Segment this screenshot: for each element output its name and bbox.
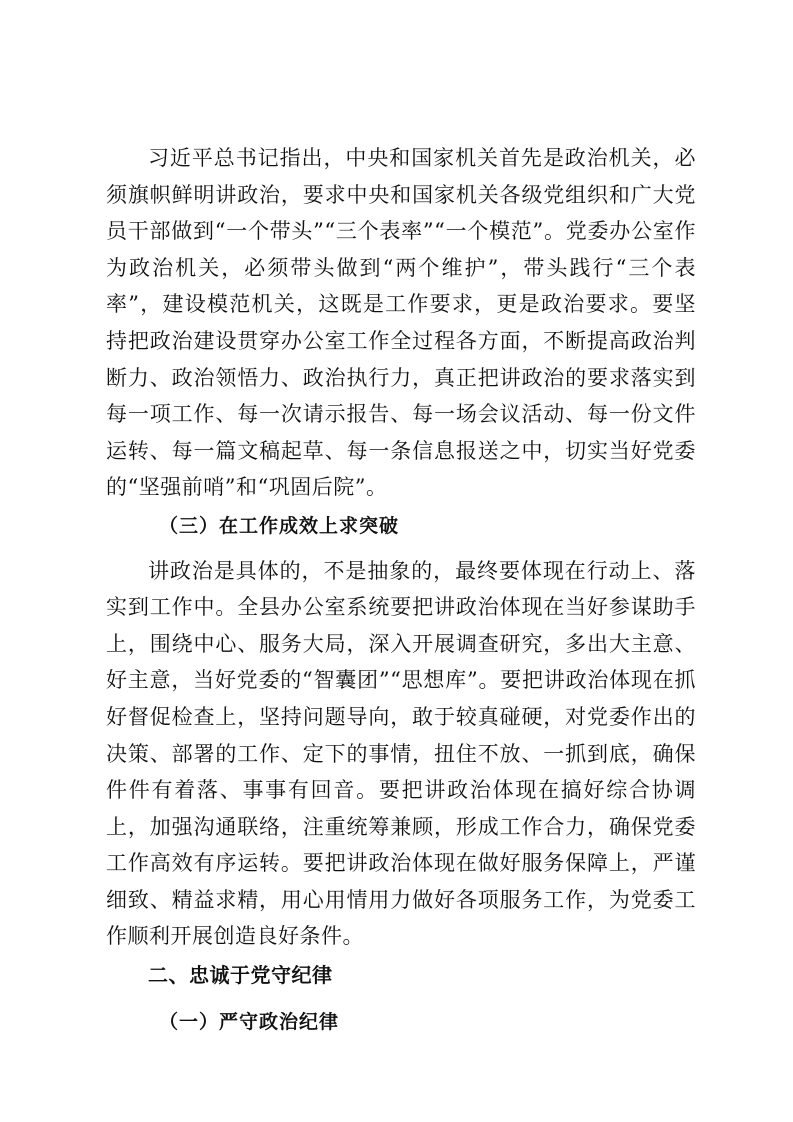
document-body xyxy=(106,140,696,1040)
subheading-work-results: （三）在工作成效上求突破 xyxy=(159,514,400,537)
section-heading-discipline: 二、忠诚于党守纪律 xyxy=(148,963,333,988)
paragraph-political-construction: 习近平总书记指出，中央和国家机关首先是政治机关，必须旗帜鲜明讲政治，要求中央和国家机关各级党组织和广大党员干部做到“一个带头”“三个表率”“一个模范”。党委办公室作为政治机关，必须带头做到“两个维护”，带头践行“三个表率”，建设模范机关，这既是工作要求，更是政治要求。要坚持把政治建设贯穿办公室工作全过程各方面，不断提高政治判断力、政治领悟力、政治执行力，真正把讲政治的要求落实到每一项工作、每一次请示报告、每一场会议活动、每一份文件运转、每一篇文稿起草、每一条信息报送之中，切实当好党委的“坚强前哨”和“巩固后院”。 xyxy=(106,146,696,500)
subheading-political-discipline: （一）严守政治纪律 xyxy=(159,1010,340,1033)
paragraph-concrete-politics: 讲政治是具体的，不是抽象的，最终要体现在行动上、落实到工作中。全县办公室系统要把讲政治体现在当好参谋助手上，围绕中心、服务大局，深入开展调查研究，多出大主意、好主意，当好党委的“智囊团”“思想库”。要把讲政治体现在抓好督促检查上，坚持问题导向，敢于较真碰硬，对党委作出的决策、部署的工作、定下的事情，扭住不放、一抓到底，确保件件有着落、事事有回音。要把讲政治体现在搞好综合协调上，加强沟通联络，注重统筹兼顾，形成工作合力，确保党委工作高效有序运转。要把讲政治体现在做好服务保障上，严谨细致、精益求精，用心用情用力做好各项服务工作，为党委工作顺利开展创造良好条件。 xyxy=(106,558,696,949)
